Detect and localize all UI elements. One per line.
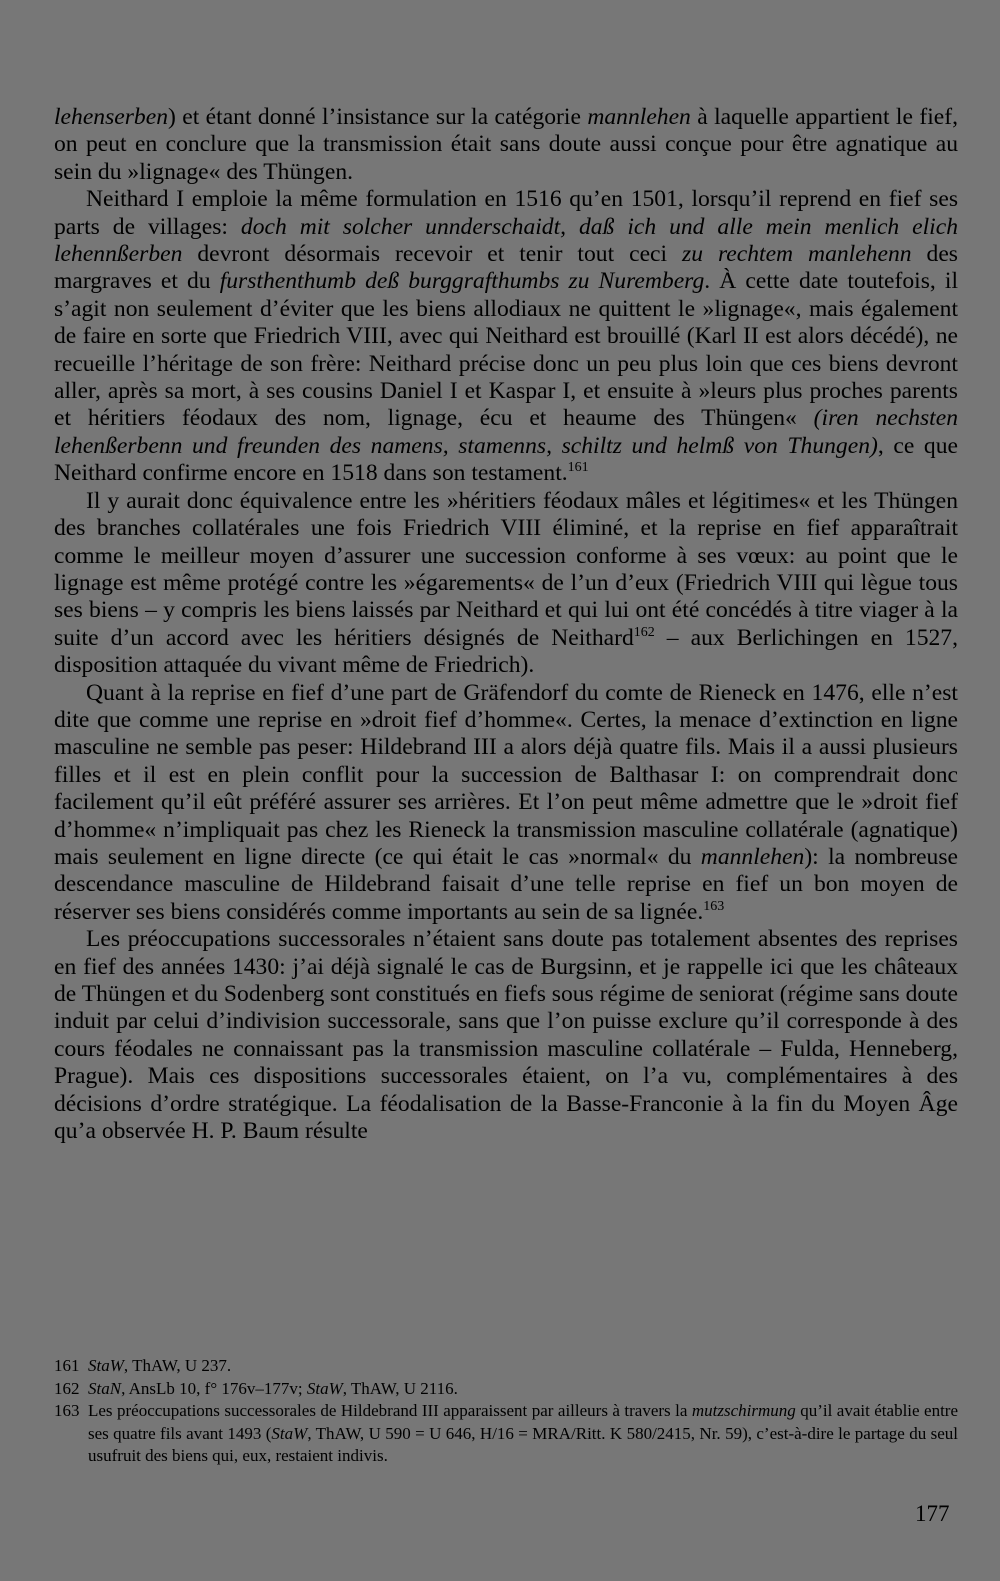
text-run: Neithard I emploie la même formulation en 1516 qu’en 1501, lorsqu’il reprend en fief ses parts de villages: bbox=[54, 186, 958, 240]
text-run: Il y aurait donc équivalence entre les »héritiers féodaux mâles et légitimes« et les Thüngen des branches collatérales une fois Friedrich VIII éliminé, et la reprise en fief apparaîtrait comme le meilleur moyen d’assurer une succession conforme à ses vœux: au point que le lignage est même protégé contre les »égarements« de l’un d’eux (Friedrich VIII qui lègue tous ses biens – y compris les biens laissés par Neithard et qui lui ont été concédés à titre viager à la suite d’un accord avec les héritiers désignés de Neithard bbox=[54, 487, 958, 651]
footnote-number: 162 bbox=[54, 1378, 80, 1398]
italic-text: mannlehen bbox=[700, 843, 805, 870]
footnote-ref: 162 bbox=[633, 624, 655, 640]
text-run: devront désormais recevoir et tenir tout ceci bbox=[182, 241, 683, 268]
text-run: . À cette date toutefois, il s’agit non seulement d’éviter que les biens allodiaux ne quittent le »lignage«, mais également de faire en sorte que Friedrich VIII, avec qui Neithard est brouillé (Karl II est alors décédé), ne recueille l’héritage de son frère: Neithard précise donc un peu plus loin que ces biens devront aller, après sa mort, à ses cousins Daniel I et Kaspar I, et ensuite à »leurs plus proches parents et héritiers féodaux des nom, lignage, écu et heaume des Thüngen« bbox=[54, 268, 959, 432]
text-run: – aux Berlichingen en 1527, disposition attaquée du vivant même de Friedrich). bbox=[54, 624, 959, 679]
italic-text: doch mit solcher unnderschaidt, daß ich und alle mein menlich elich lehennßerben bbox=[54, 213, 958, 268]
footnote-number: 161 bbox=[54, 1356, 80, 1375]
paragraph bbox=[54, 186, 958, 487]
paragraph bbox=[54, 104, 958, 186]
italic-text: mannlehen bbox=[587, 104, 691, 130]
italic-text: StaN bbox=[88, 1378, 122, 1398]
italic-text: StaW bbox=[306, 1378, 343, 1398]
footnote-ref: 163 bbox=[703, 898, 725, 914]
text-run: , ce que Neithard confirme encore en 1518 dans son testament. bbox=[54, 432, 958, 487]
text-run: à laquelle appartient le fief, on peut en conclure que la transmission était sans doute aussi conçue pour être agnatique au sein du »lignage« des Thüngen. bbox=[54, 104, 958, 185]
text-run: , ThAW, U 2116. bbox=[342, 1378, 458, 1398]
text-run: ) et étant donné l’insistance sur la catégorie bbox=[168, 104, 588, 130]
paragraph bbox=[54, 488, 958, 680]
text-run: , ThAW, U 590 = U 646, H/16 = MRA/Ritt. K 580/2415, Nr. 59), c’est-à-dire le partage du seul usufruit des biens qui, eux, restaient indivis. bbox=[88, 1423, 958, 1465]
italic-text: (iren nechsten lehenßerbenn und freunden des namens, stamenns, schiltz und helmß von Thungen) bbox=[54, 405, 958, 459]
page-number: 177 bbox=[915, 1501, 950, 1526]
text-run: des margraves et du bbox=[54, 241, 958, 295]
footnote bbox=[54, 1355, 958, 1378]
body-text bbox=[54, 104, 958, 1145]
text-run: Quant à la reprise en fief d’une part de Gräfendorf du comte de Rieneck en 1476, elle n’est dite que comme une reprise en »droit fief d’homme«. Certes, la menace d’extinction en ligne masculine ne semble pas peser: Hildebrand III a alors déjà quatre fils. Mais il a aussi plusieurs filles et il est en plein conflit pour la succession de Balthasar I: on comprendrait donc facilement qu’il eût préféré assurer ses arrières. Et l’on peut même admettre que le »droit fief d’homme« n’impliquait pas chez les Rieneck la transmission masculine collatérale (agnatique) mais seulement en ligne directe (ce qui était le cas »normal« du bbox=[54, 679, 958, 870]
italic-text: StaW bbox=[88, 1356, 124, 1375]
italic-text: StaW bbox=[271, 1423, 308, 1443]
footnote bbox=[54, 1378, 958, 1401]
footnote-ref: 161 bbox=[567, 460, 589, 476]
paragraph bbox=[54, 680, 958, 927]
footnotes bbox=[54, 1355, 958, 1468]
italic-text: lehenserben bbox=[54, 104, 168, 130]
paragraph bbox=[54, 926, 958, 1145]
text-run: Les préoccupations successorales n’étaient sans doute pas totalement absentes des reprises en fief des années 1430: j’ai déjà signalé le cas de Burgsinn, et je rappelle ici que les châteaux de Thüngen et du Sodenberg sont constitués en fiefs sous régime de seniorat (régime sans doute induit par celui d’indivision successorale, sans que l’on puisse exclure qu’il corresponde à des cours féodales ne connaissant pas la transmission masculine collatérale – Fulda, Henneberg, Prague). Mais ces dispositions successorales étaient, on l’a vu, complémentaires à des décisions d’ordre stratégique. La féodalisation de la Basse-Franconie à la fin du Moyen Âge qu’a observée H. P. Baum résulte bbox=[54, 926, 959, 1145]
footnote-number: 163 bbox=[54, 1401, 80, 1420]
text-run: Les préoccupations successorales de Hildebrand III apparaissent par ailleurs à travers la bbox=[88, 1401, 692, 1420]
italic-text: mutzschirmung bbox=[691, 1401, 796, 1420]
italic-text: zu rechtem manlehenn bbox=[682, 241, 912, 268]
text-run: ): la nombreuse descendance masculine de Hildebrand faisait d’une telle reprise en fief un bon moyen de réserver ses biens considérés comme importants au sein de sa lignée. bbox=[54, 843, 958, 925]
text-run: qu’il avait établie entre ses quatre fils avant 1493 ( bbox=[88, 1401, 958, 1443]
footnote bbox=[54, 1400, 958, 1468]
italic-text: fursthenthumb deß burggrafthumbs zu Nuremberg bbox=[219, 268, 705, 295]
text-run: , ThAW, U 237. bbox=[123, 1356, 232, 1375]
text-run: , AnsLb 10, f° 176v–177v; bbox=[121, 1378, 307, 1398]
